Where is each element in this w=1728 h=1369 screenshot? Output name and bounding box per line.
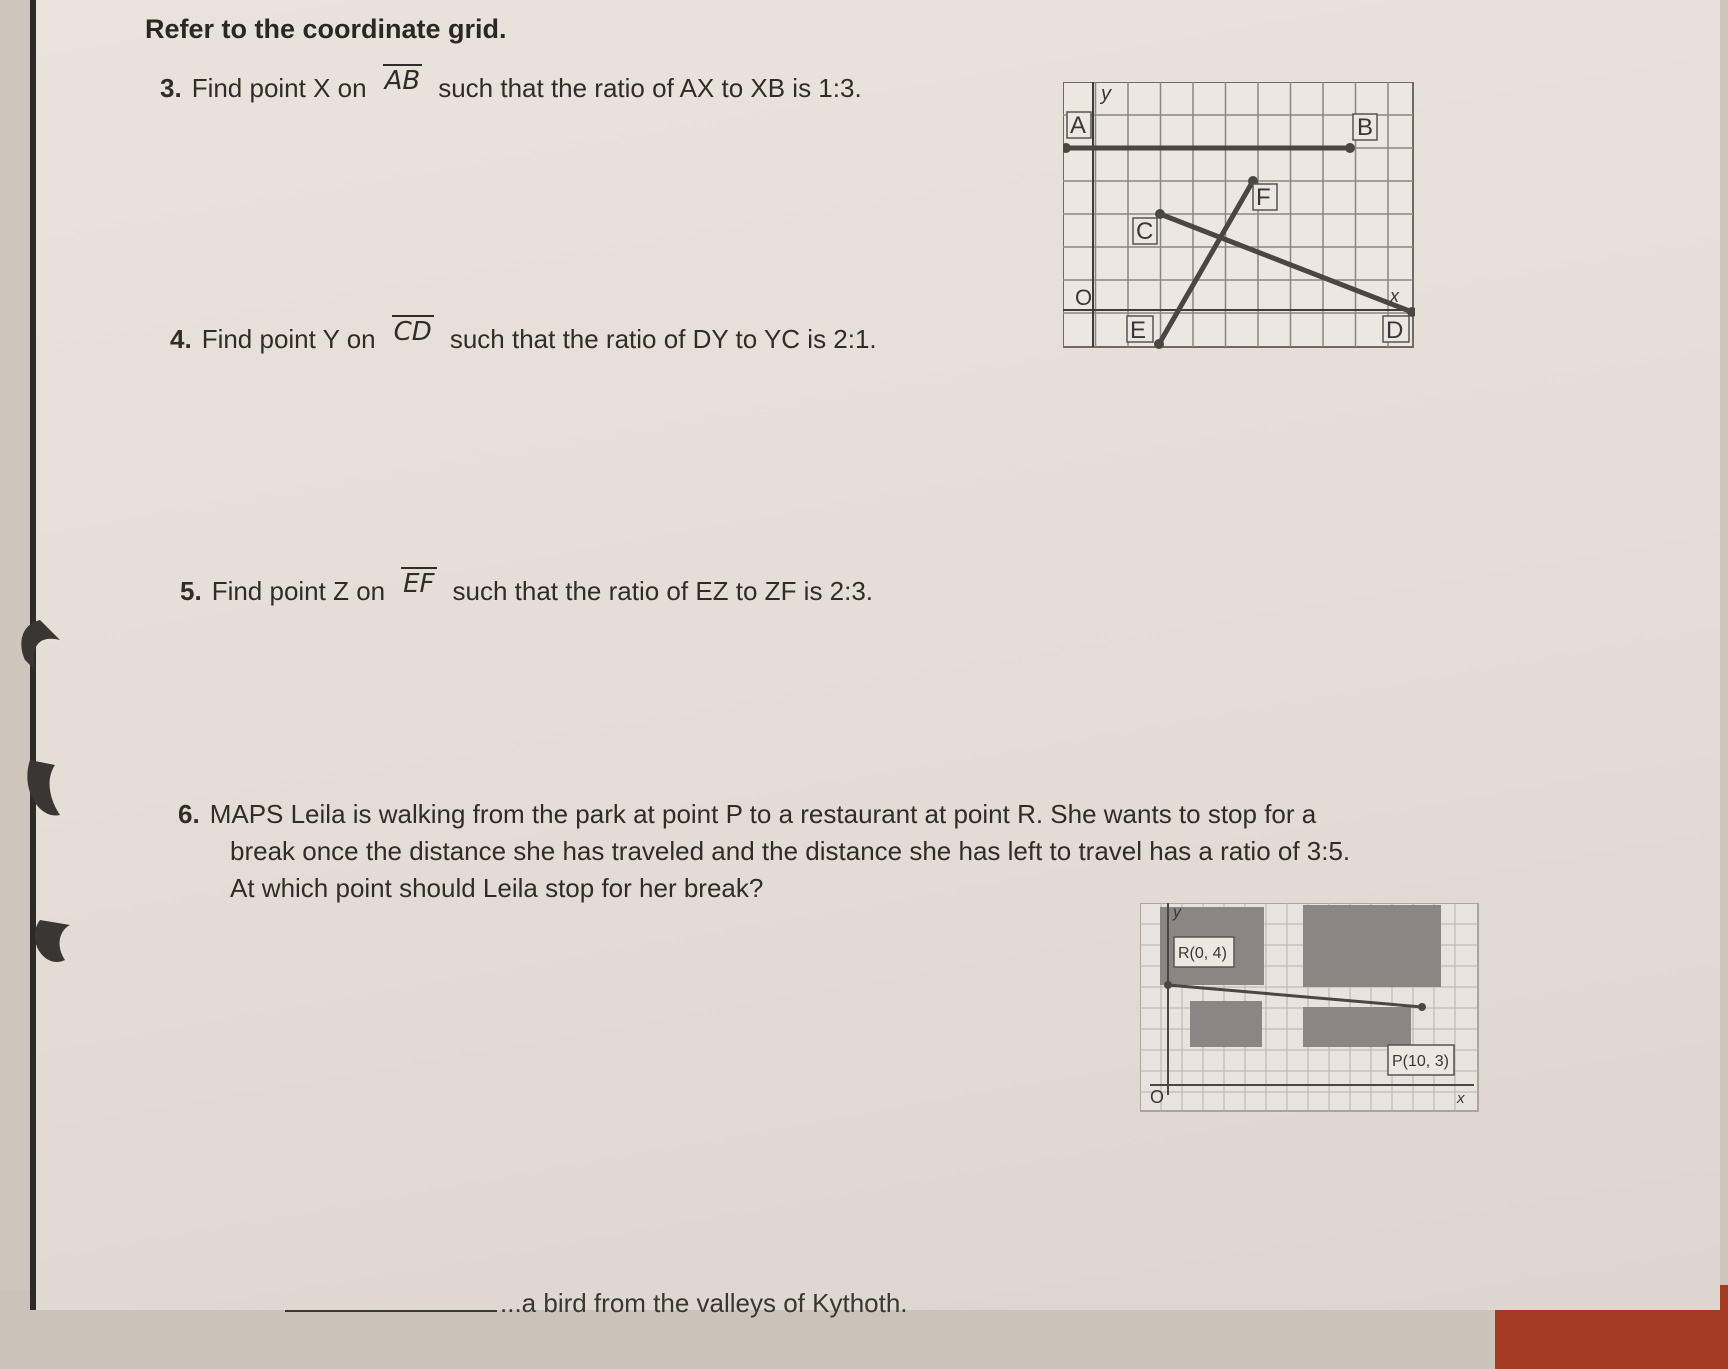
question-number: 5. bbox=[180, 576, 202, 606]
coordinate-grid-segments bbox=[1063, 82, 1415, 352]
point-b bbox=[1345, 143, 1355, 153]
question-text-end: such that the ratio of AX to XB is 1:3. bbox=[438, 73, 862, 103]
segment-label: EF bbox=[403, 569, 435, 599]
label-a: A bbox=[1070, 112, 1087, 139]
point-r bbox=[1164, 981, 1172, 989]
question-number: 6. bbox=[178, 799, 200, 829]
label-c: C bbox=[1136, 218, 1154, 245]
question-text-start: Find point Y on bbox=[201, 324, 376, 354]
bird-silhouettes bbox=[0, 600, 80, 980]
question-number: 4. bbox=[170, 324, 192, 354]
question-6-line-1: MAPS Leila is walking from the park at point P to a restaurant at point R. She wants to stop for a bbox=[209, 799, 1317, 829]
label-y: y bbox=[1101, 83, 1111, 105]
label-b: B bbox=[1357, 114, 1374, 141]
question-3 bbox=[160, 66, 862, 104]
question-text-end: such that the ratio of DY to YC is 2:1. bbox=[449, 324, 877, 354]
worksheet-heading: Refer to the coordinate grid. bbox=[145, 14, 507, 44]
label-x: x bbox=[1390, 286, 1399, 306]
city-block bbox=[1303, 905, 1441, 987]
label-origin: O bbox=[1075, 285, 1093, 310]
point-p bbox=[1418, 1003, 1426, 1011]
point-e bbox=[1154, 339, 1164, 349]
label-p: P(10, 3) bbox=[1392, 1053, 1449, 1070]
segment-label: CD bbox=[393, 317, 432, 347]
question-text-start: Find point Z on bbox=[211, 576, 386, 606]
question-text-end: such that the ratio of EZ to ZF is 2:3. bbox=[452, 576, 874, 606]
question-6-line-3: At which point should Leila stop for her break? bbox=[230, 873, 764, 903]
map-grid bbox=[1140, 903, 1480, 1115]
footer-blank-line bbox=[285, 1310, 497, 1312]
label-d: D bbox=[1386, 317, 1404, 344]
city-block bbox=[1303, 1007, 1411, 1047]
label-e: E bbox=[1130, 317, 1147, 344]
segment-label: AB bbox=[384, 66, 421, 96]
question-6 bbox=[178, 796, 1350, 907]
label-f: F bbox=[1256, 184, 1271, 211]
label-y: y bbox=[1173, 904, 1181, 921]
question-number: 3. bbox=[160, 73, 182, 103]
question-6-line-2: break once the distance she has traveled and the distance she has left to travel has a ratio of 3:5. bbox=[230, 836, 1351, 866]
label-r: R(0, 4) bbox=[1178, 945, 1227, 962]
question-4 bbox=[170, 317, 877, 355]
city-block bbox=[1190, 1001, 1262, 1047]
footer-text: ...a bird from the valleys of Kythoth. bbox=[500, 1288, 908, 1318]
question-text-start: Find point X on bbox=[191, 73, 367, 103]
label-origin: O bbox=[1150, 1087, 1165, 1107]
question-5 bbox=[180, 569, 874, 607]
label-x: x bbox=[1457, 1090, 1465, 1107]
